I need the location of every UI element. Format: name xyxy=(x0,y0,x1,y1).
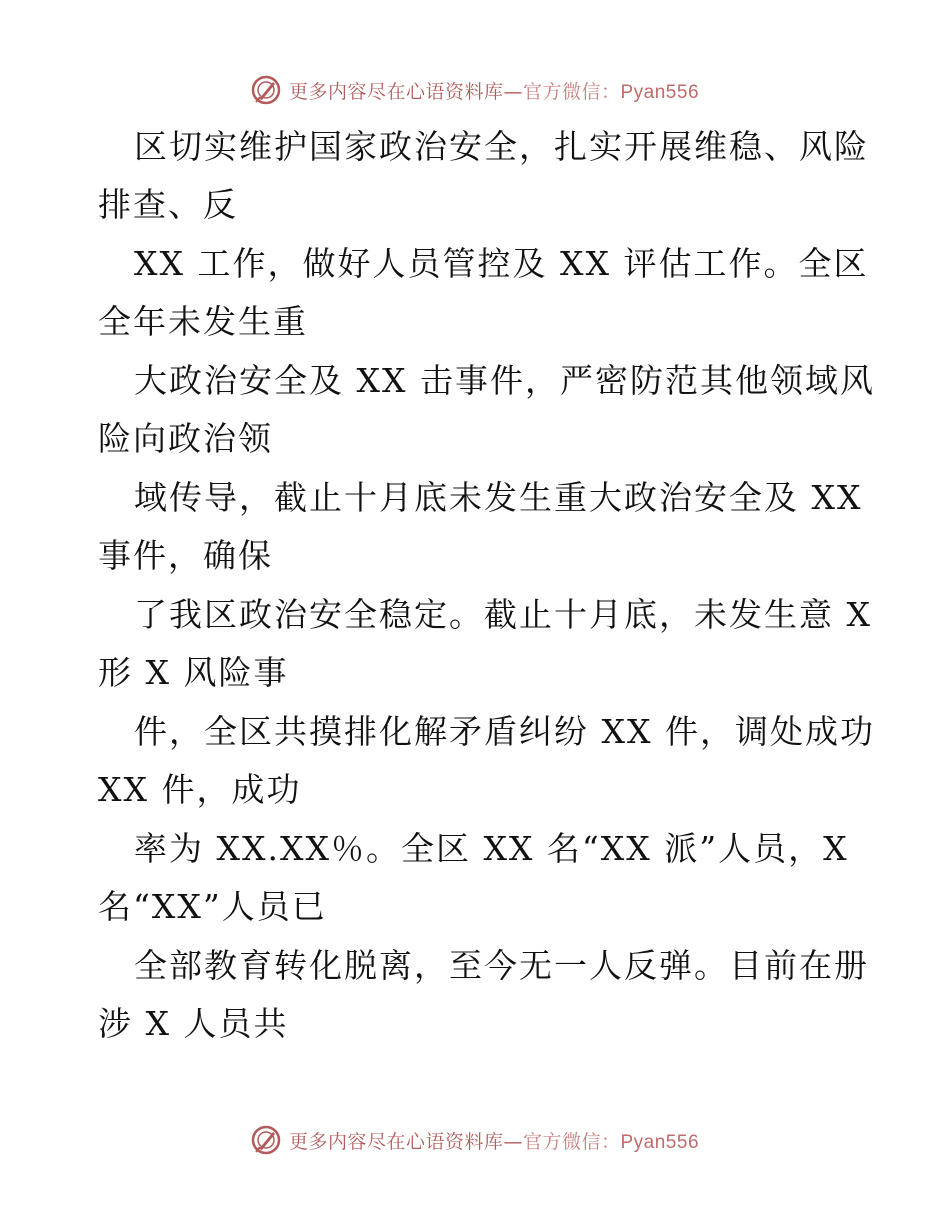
body-line: 事件，确保 xyxy=(98,536,273,575)
watermark-wechat-id: Pyan556 xyxy=(620,81,700,103)
quill-logo-icon xyxy=(251,1125,281,1155)
footer-watermark xyxy=(0,1120,950,1160)
body-line: 域传导，截止十月底未发生重大政治安全及 XX xyxy=(134,478,863,517)
body-line: 形 X 风险事 xyxy=(98,653,289,692)
body-line: 全年未发生重 xyxy=(98,302,308,341)
watermark-dash: — xyxy=(503,1130,523,1153)
body-line: 险向政治领 xyxy=(98,419,273,458)
watermark-text xyxy=(289,77,699,104)
body-line: 名“XX”人员已 xyxy=(98,887,327,926)
body-line: 排查、反 xyxy=(98,185,238,224)
body-line: 了我区政治安全稳定。截止十月底，未发生意 X xyxy=(134,595,872,634)
watermark-main-text: 更多内容尽在心语资料库 xyxy=(288,1130,504,1153)
quill-logo-icon xyxy=(251,75,281,105)
watermark-wechat-label: 官方微信： xyxy=(522,80,621,103)
body-line: XX 工作，做好人员管控及 XX 评估工作。全区 xyxy=(134,244,869,283)
watermark-wechat-label: 官方微信： xyxy=(522,1130,621,1153)
body-line: 率为 XX.XX％。全区 XX 名“XX 派”人员，X xyxy=(134,829,849,868)
body-line: 涉 X 人员共 xyxy=(98,1004,289,1043)
body-line: 区切实维护国家政治安全，扎实开展维稳、风险 xyxy=(134,127,869,166)
body-line: 件，全区共摸排化解矛盾纠纷 XX 件，调处成功 xyxy=(134,712,875,751)
body-line: XX 件，成功 xyxy=(98,770,302,809)
watermark-main-text: 更多内容尽在心语资料库 xyxy=(288,80,504,103)
watermark-text xyxy=(289,1127,699,1154)
header-watermark xyxy=(0,70,950,110)
watermark-dash: — xyxy=(503,80,523,103)
watermark-wechat-id: Pyan556 xyxy=(620,1131,700,1153)
body-line: 全部教育转化脱离，至今无一人反弹。目前在册 xyxy=(134,946,869,985)
body-line: 大政治安全及 XX 击事件，严密防范其他领域风 xyxy=(134,361,875,400)
